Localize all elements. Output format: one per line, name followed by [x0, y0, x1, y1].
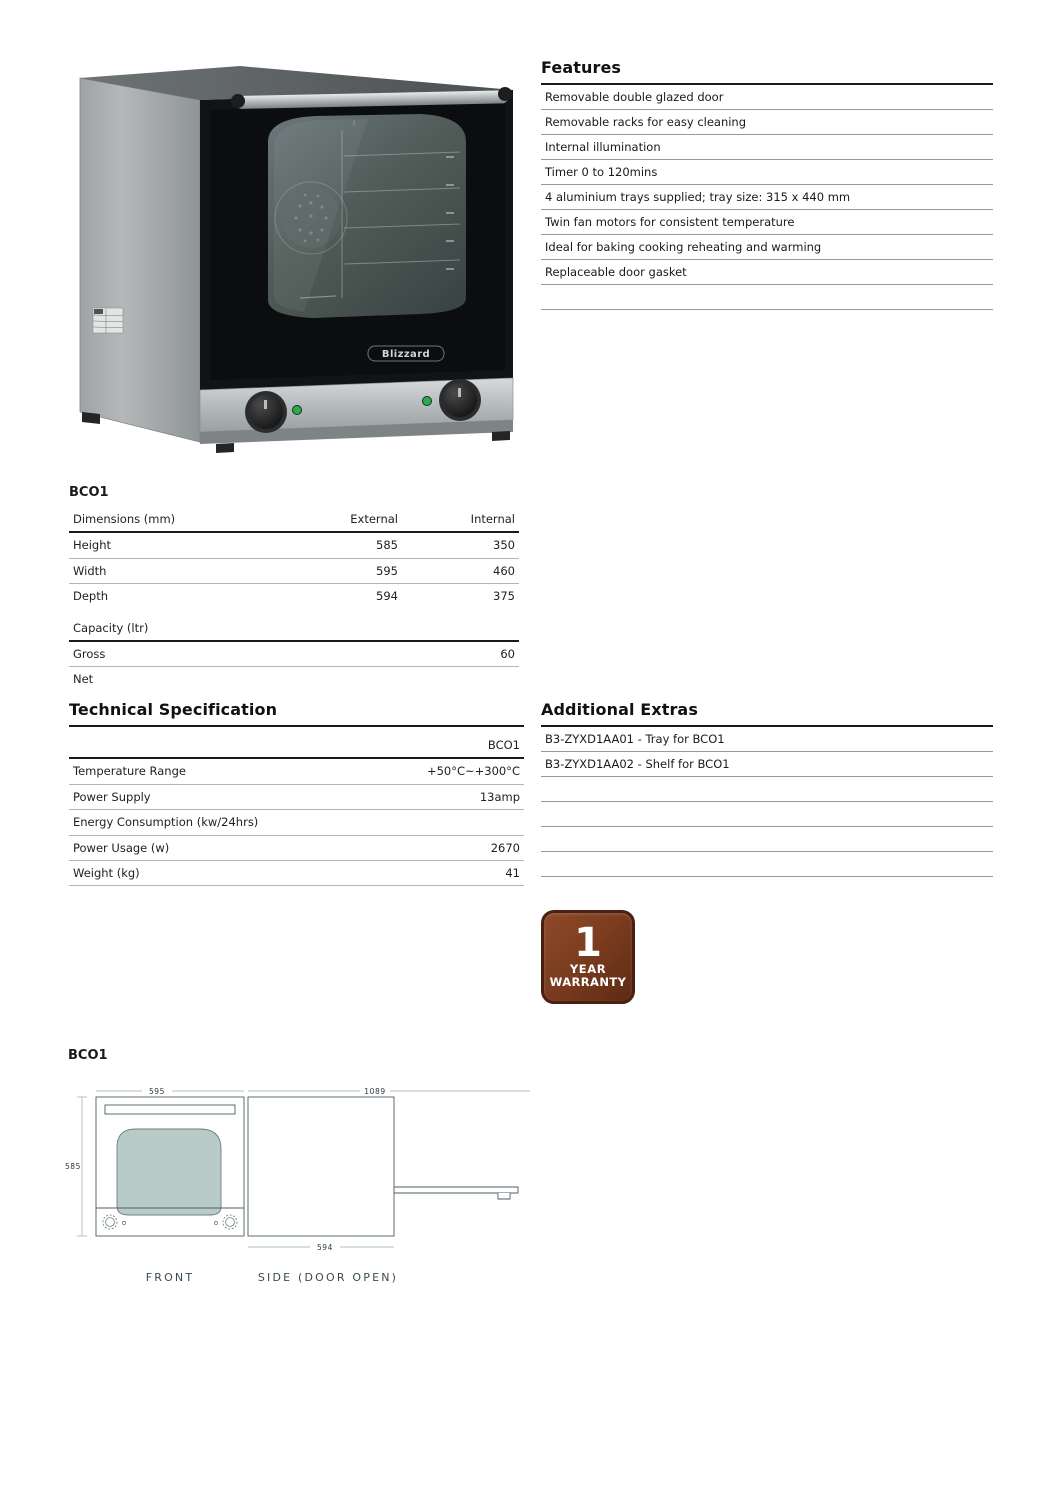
- feature-item: Timer 0 to 120mins: [541, 160, 993, 185]
- table-row: [69, 835, 524, 860]
- capacity-external: [285, 667, 402, 692]
- feature-item: Replaceable door gasket: [541, 260, 993, 285]
- table-row: [69, 758, 524, 784]
- technical-label: Temperature Range: [69, 758, 351, 784]
- capacity-header-row: [69, 609, 519, 641]
- extras-item: B3-ZYXD1AA01 - Tray for BCO1: [541, 727, 993, 752]
- dimensions-header-label: Dimensions (mm): [69, 507, 285, 532]
- extras-item-empty: [541, 852, 993, 877]
- dimensions-header-row: [69, 507, 519, 532]
- features-title: Features: [541, 58, 622, 77]
- feature-item: Removable racks for easy cleaning: [541, 110, 993, 135]
- technical-label: Weight (kg): [69, 860, 351, 885]
- dimension-height-label: 585: [64, 1162, 82, 1171]
- technical-value: +50°C~+300°C: [351, 758, 524, 784]
- technical-label: Energy Consumption (kw/24hrs): [69, 810, 351, 835]
- technical-label: Power Supply: [69, 784, 351, 809]
- technical-value: [351, 810, 524, 835]
- technical-label: Power Usage (w): [69, 835, 351, 860]
- drawing-model-heading: BCO1: [68, 1048, 108, 1063]
- technical-value: 41: [351, 860, 524, 885]
- technical-specification-section: [69, 700, 524, 886]
- dimension-label: Width: [69, 558, 285, 583]
- indicator-light-left: [293, 406, 302, 415]
- dimension-depth-label: 594: [316, 1243, 334, 1252]
- front-view-caption: FRONT: [145, 1271, 195, 1284]
- technical-drawing: [60, 1075, 530, 1300]
- extras-list: [541, 727, 993, 877]
- technical-value: 13amp: [351, 784, 524, 809]
- additional-extras-title: Additional Extras: [541, 700, 698, 719]
- oven-illustration: [68, 60, 518, 460]
- features-list: [541, 85, 993, 310]
- extras-item-empty: [541, 777, 993, 802]
- dimension-external: 585: [285, 532, 402, 558]
- feature-item-empty: [541, 285, 993, 310]
- feature-item: Ideal for baking cooking reheating and warming: [541, 235, 993, 260]
- table-row: [69, 860, 524, 885]
- drawing-svg: [60, 1075, 530, 1300]
- table-row: [69, 810, 524, 835]
- table-row: [69, 558, 519, 583]
- technical-value: 2670: [351, 835, 524, 860]
- feature-item: 4 aluminium trays supplied; tray size: 315 x 440 mm: [541, 185, 993, 210]
- control-knob-left: [245, 391, 287, 433]
- dimensions-section: [69, 485, 519, 692]
- warranty-badge: [541, 910, 635, 1004]
- feature-item: Removable double glazed door: [541, 85, 993, 110]
- warranty-year-label: YEAR: [569, 961, 607, 976]
- technical-header-row: [69, 727, 524, 758]
- dimension-internal: 460: [402, 558, 519, 583]
- table-row: [69, 532, 519, 558]
- feature-item: Internal illumination: [541, 135, 993, 160]
- extras-item: B3-ZYXD1AA02 - Shelf for BCO1: [541, 752, 993, 777]
- features-section: [541, 58, 993, 310]
- dimension-label: Height: [69, 532, 285, 558]
- dimensions-header-external: External: [285, 507, 402, 532]
- warranty-number: 1: [574, 919, 602, 966]
- table-row: [69, 584, 519, 609]
- capacity-header-label: Capacity (ltr): [69, 609, 285, 641]
- table-row: [69, 641, 519, 667]
- control-knob-right: [439, 379, 481, 421]
- warranty-label: WARRANTY: [549, 974, 627, 989]
- capacity-label: Net: [73, 672, 94, 687]
- feature-item: Twin fan motors for consistent temperature: [541, 210, 993, 235]
- technical-specification-title: Technical Specification: [69, 700, 278, 719]
- table-row: [69, 784, 524, 809]
- dimensions-table: [69, 507, 519, 692]
- svg-text:Blizzard: Blizzard: [381, 349, 431, 360]
- rating-plate: [93, 308, 123, 333]
- dimension-internal: 350: [402, 532, 519, 558]
- dimension-internal: 375: [493, 589, 515, 604]
- dimension-width-label: 595: [148, 1087, 166, 1096]
- table-row: [69, 667, 519, 692]
- extras-item-empty: [541, 802, 993, 827]
- dimension-external: 595: [285, 558, 402, 583]
- product-photo: [68, 60, 518, 460]
- dimension-label: Depth: [73, 589, 109, 604]
- dimension-external: 594: [376, 589, 398, 604]
- indicator-light-right: [423, 397, 432, 406]
- capacity-label: Gross: [69, 641, 285, 667]
- additional-extras-section: [541, 700, 993, 877]
- capacity-internal: 60: [402, 641, 519, 667]
- side-view-caption: SIDE (DOOR OPEN): [257, 1271, 399, 1284]
- dimensions-model-heading: BCO1: [69, 485, 109, 500]
- capacity-internal: [402, 667, 519, 692]
- technical-specification-table: [69, 727, 524, 886]
- extras-item-empty: [541, 827, 993, 852]
- capacity-external: [285, 641, 402, 667]
- technical-column-header: BCO1: [351, 727, 524, 758]
- dimensions-header-internal: Internal: [402, 507, 519, 532]
- dimension-side-open-label: 1089: [364, 1087, 386, 1096]
